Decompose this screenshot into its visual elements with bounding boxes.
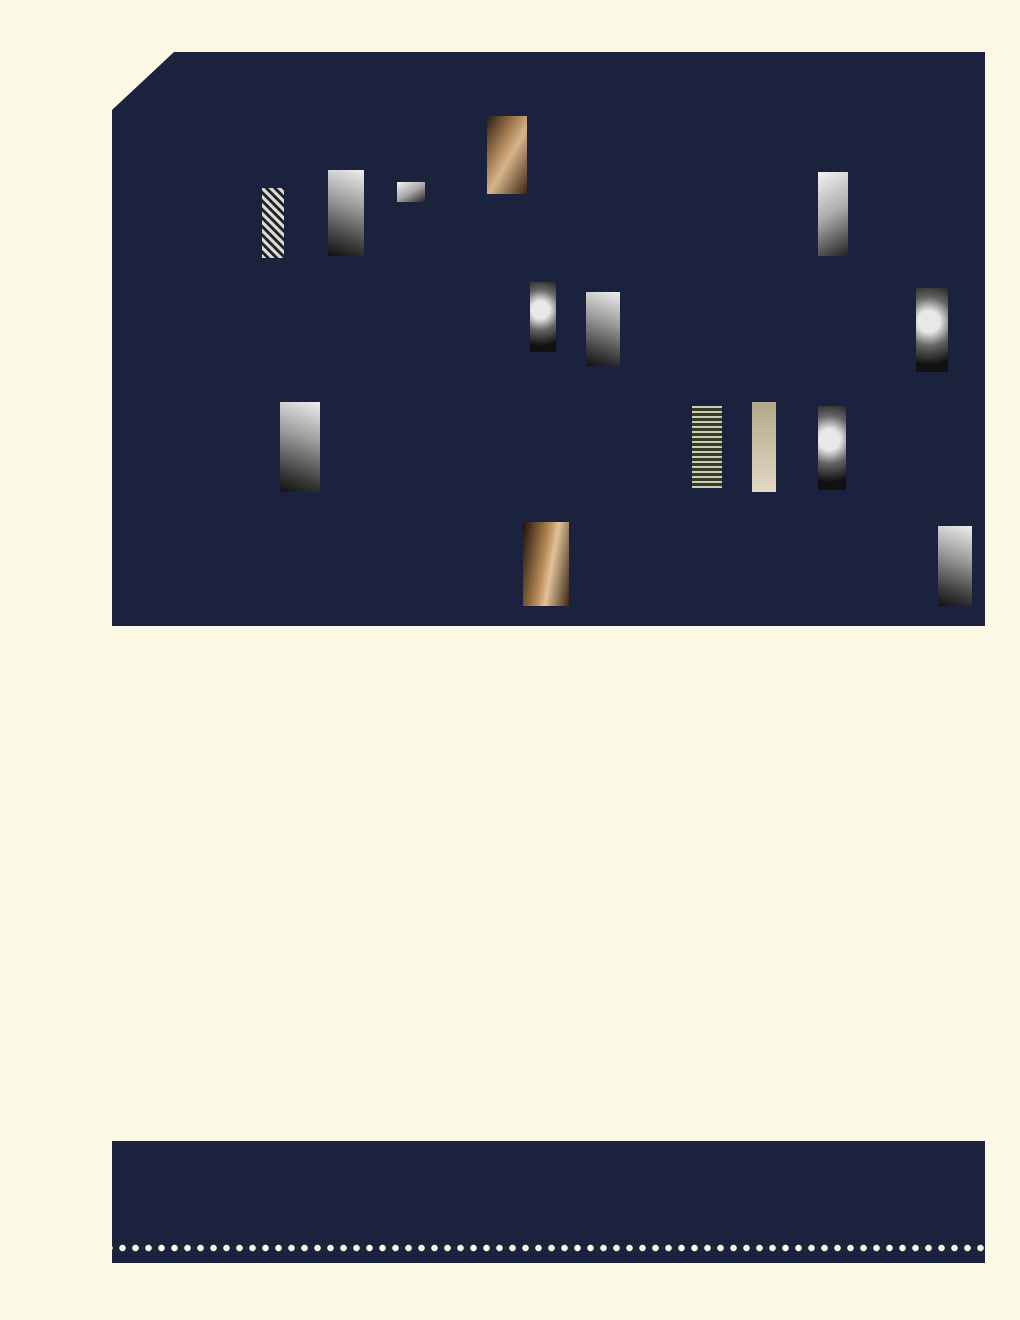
- photo-fragment-maze: [262, 188, 284, 258]
- name-tag-photo: [752, 402, 776, 492]
- photo-fragment-face-3: [818, 172, 848, 256]
- photo-fragment-eye-1: [397, 182, 425, 202]
- photo-fragment-eye-3: [280, 402, 320, 492]
- photo-fragment-face-1: [487, 116, 527, 194]
- photo-fragment-face-2: [328, 170, 364, 256]
- dot-border: [112, 1241, 985, 1255]
- photo-fragment-face-6: [818, 406, 846, 490]
- photo-fragment-face-4: [586, 292, 620, 366]
- card-corner-cut: [112, 52, 174, 110]
- photo-fragment-face-5: [916, 288, 948, 372]
- photo-fragment-eye-2: [530, 282, 556, 352]
- photo-fragment-face-7: [523, 522, 569, 606]
- title-banner: [112, 1141, 985, 1263]
- photo-fragment-eye-4: [938, 526, 972, 606]
- photo-fragment-fingerprint: [692, 406, 722, 488]
- punch-card-illustration: [112, 52, 985, 626]
